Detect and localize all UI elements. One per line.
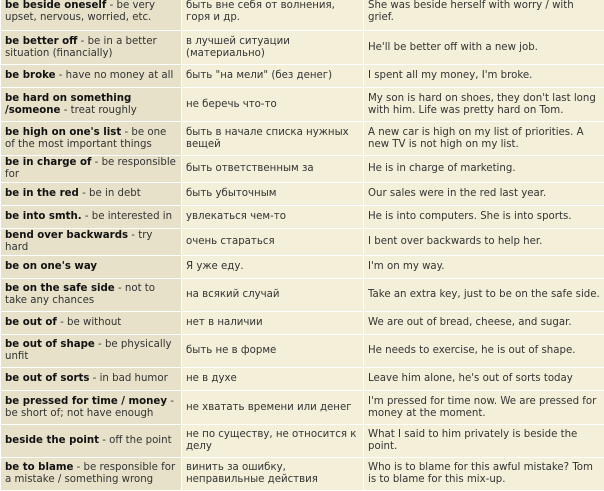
- table-row: [1, 335, 604, 368]
- translation-cell: увлекаться чем-то: [182, 206, 364, 229]
- idiom-separator: -: [106, 0, 116, 11]
- example-cell: Who is to blame for this awful mistake? Tom is to blame for this mix-up.: [364, 458, 604, 491]
- idiom-definition: be responsible for a mistake / something wrong: [5, 462, 175, 485]
- example-cell: I spent all my money, I'm broke.: [364, 65, 604, 88]
- translation-cell: в лучшей ситуации (материально): [182, 31, 364, 65]
- idiom-cell: [1, 206, 182, 229]
- idiom-separator: -: [57, 317, 67, 328]
- idiom-phrase: be high on one's list: [5, 127, 121, 138]
- idiom-phrase: be in the red: [5, 188, 79, 199]
- idiom-phrase: be pressed for time / money: [5, 396, 167, 407]
- idiom-phrase: be in charge of: [5, 157, 91, 168]
- idiom-separator: -: [167, 396, 174, 407]
- translation-cell: не по существу, не относится к делу: [182, 425, 364, 458]
- idiom-definition: try hard: [5, 230, 152, 253]
- translation-cell: не в духе: [182, 368, 364, 391]
- idiom-phrase: be hard on something /someone: [5, 93, 131, 116]
- table-row: [1, 368, 604, 391]
- example-cell: Take an extra key, just to be on the safe side.: [364, 279, 604, 312]
- table-row: [1, 391, 604, 425]
- table-row: [1, 279, 604, 312]
- idiom-phrase: be better off: [5, 36, 77, 47]
- idiom-separator: -: [79, 188, 89, 199]
- translation-cell: быть ответственным за: [182, 156, 364, 183]
- table-row: [1, 88, 604, 122]
- idiom-cell: [1, 425, 182, 458]
- translation-cell: не хватать времени или денег: [182, 391, 364, 425]
- idiom-definition: be very upset, nervous, worried, etc.: [5, 0, 155, 23]
- idiom-separator: -: [60, 105, 70, 116]
- idiom-separator: -: [55, 70, 65, 81]
- idiom-cell: [1, 183, 182, 206]
- idiom-cell: [1, 122, 182, 156]
- idiom-separator: -: [121, 127, 131, 138]
- idiom-separator: -: [99, 435, 109, 446]
- idiom-cell: [1, 458, 182, 491]
- idiom-separator: -: [95, 339, 105, 350]
- idiom-cell: [1, 65, 182, 88]
- idiom-separator: -: [91, 157, 101, 168]
- translation-cell: быть "на мели" (без денег): [182, 65, 364, 88]
- idioms-table-body: [1, 0, 604, 491]
- example-cell: I'm on my way.: [364, 256, 604, 279]
- idiom-definition: not to take any chances: [5, 283, 155, 306]
- example-cell: We are out of bread, cheese, and sugar.: [364, 312, 604, 335]
- example-cell: Our sales were in the red last year.: [364, 183, 604, 206]
- idiom-phrase: bend over backwards: [5, 230, 128, 241]
- idiom-definition: have no money at all: [66, 70, 174, 81]
- example-cell: She was beside herself with worry / with grief.: [364, 0, 604, 31]
- idiom-definition: off the point: [109, 435, 171, 446]
- idiom-separator: -: [77, 36, 87, 47]
- idiom-definition: be one of the most important things: [5, 127, 166, 150]
- translation-cell: Я уже еду.: [182, 256, 364, 279]
- idiom-cell: [1, 312, 182, 335]
- idiom-cell: [1, 31, 182, 65]
- idiom-phrase: be into smth.: [5, 211, 82, 222]
- idiom-phrase: be beside oneself: [5, 0, 106, 11]
- translation-cell: на всякий случай: [182, 279, 364, 312]
- idiom-definition: be without: [67, 317, 121, 328]
- idiom-definition: be short of; not have enough: [5, 408, 153, 419]
- table-row: [1, 122, 604, 156]
- table-row: [1, 31, 604, 65]
- table-row: [1, 156, 604, 183]
- idiom-separator: -: [128, 230, 138, 241]
- translation-cell: быть не в форме: [182, 335, 364, 368]
- idiom-definition: treat roughly: [71, 105, 137, 116]
- example-cell: He'll be better off with a new job.: [364, 31, 604, 65]
- idiom-definition: be interested in: [92, 211, 172, 222]
- idiom-separator: -: [115, 283, 125, 294]
- idiom-phrase: be out of sorts: [5, 373, 89, 384]
- idiom-separator: -: [73, 462, 83, 473]
- translation-cell: нет в наличии: [182, 312, 364, 335]
- table-row: [1, 312, 604, 335]
- example-cell: He is in charge of marketing.: [364, 156, 604, 183]
- table-row: [1, 256, 604, 279]
- idiom-cell: [1, 279, 182, 312]
- translation-cell: очень стараться: [182, 229, 364, 256]
- idiom-cell: [1, 88, 182, 122]
- idiom-cell: [1, 156, 182, 183]
- example-cell: My son is hard on shoes, they don't last long with him. Life was pretty hard on Tom.: [364, 88, 604, 122]
- table-row: [1, 0, 604, 31]
- idiom-separator: -: [89, 373, 99, 384]
- idiom-cell: [1, 391, 182, 425]
- idiom-definition: be responsible for: [5, 157, 176, 180]
- idiom-phrase: be to blame: [5, 462, 73, 473]
- idiom-cell: [1, 256, 182, 279]
- table-row: [1, 206, 604, 229]
- example-cell: I'm pressed for time now. We are pressed for money at the moment.: [364, 391, 604, 425]
- idiom-cell: [1, 229, 182, 256]
- idiom-definition: be in a better situation (financially): [5, 36, 157, 59]
- idiom-phrase: be on the safe side: [5, 283, 115, 294]
- translation-cell: быть вне себя от волнения, горя и др.: [182, 0, 364, 31]
- example-cell: He is into computers. She is into sports.: [364, 206, 604, 229]
- idiom-definition: be in debt: [89, 188, 141, 199]
- table-row: [1, 229, 604, 256]
- idiom-phrase: be out of shape: [5, 339, 95, 350]
- example-cell: I bent over backwards to help her.: [364, 229, 604, 256]
- idiom-cell: [1, 368, 182, 391]
- table-row: [1, 65, 604, 88]
- table-row: [1, 425, 604, 458]
- translation-cell: быть убыточным: [182, 183, 364, 206]
- example-cell: Leave him alone, he's out of sorts today: [364, 368, 604, 391]
- translation-cell: быть в начале списка нужных вещей: [182, 122, 364, 156]
- example-cell: He needs to exercise, he is out of shape.: [364, 335, 604, 368]
- idiom-phrase: be on one's way: [5, 261, 97, 272]
- idiom-definition: in bad humor: [100, 373, 168, 384]
- translation-cell: не беречь что-то: [182, 88, 364, 122]
- example-cell: A new car is high on my list of priorities. A new TV is not high on my list.: [364, 122, 604, 156]
- table-row: [1, 458, 604, 491]
- idiom-phrase: be out of: [5, 317, 57, 328]
- idiom-separator: -: [82, 211, 92, 222]
- translation-cell: винить за ошибку, неправильные действия: [182, 458, 364, 491]
- table-row: [1, 183, 604, 206]
- example-cell: What I said to him privately is beside the point.: [364, 425, 604, 458]
- idiom-definition: be physically unfit: [5, 339, 172, 362]
- idiom-cell: [1, 0, 182, 31]
- idiom-cell: [1, 335, 182, 368]
- idiom-phrase: be broke: [5, 70, 55, 81]
- idiom-phrase: beside the point: [5, 435, 99, 446]
